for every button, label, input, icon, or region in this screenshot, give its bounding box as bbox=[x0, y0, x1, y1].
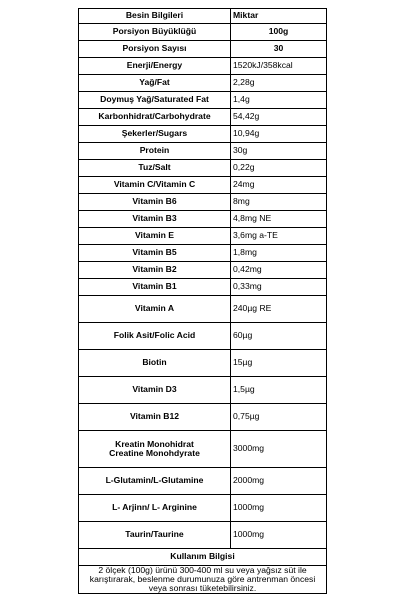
nutrient-value-cell: 1,4g bbox=[231, 92, 327, 109]
nutrient-name-cell bbox=[79, 377, 231, 404]
nutrient-name: Tuz/Salt bbox=[138, 162, 171, 173]
nutrient-value-cell: 0,33mg bbox=[231, 279, 327, 296]
nutrient-name: Karbonhidrat/Carbohydrate bbox=[98, 111, 211, 122]
table-row bbox=[79, 431, 327, 468]
nutrient-name: Vitamin B1 bbox=[132, 281, 177, 292]
nutrient-name-cell bbox=[79, 211, 231, 228]
usage-text: 2 ölçek (100g) ürünü 300-400 ml su veya yağsız süt ile karıştırarak, beslenme durumunuza göre antrenman öncesi veya sonrası tüketebilirsiniz. bbox=[79, 566, 327, 594]
nutrient-name: Folik Asit/Folic Acid bbox=[113, 330, 196, 341]
nutrient-name-cell bbox=[79, 177, 231, 194]
nutrient-value-cell: 2000mg bbox=[231, 468, 327, 495]
nutrient-name: Porsiyon Büyüklüğü bbox=[112, 26, 197, 37]
table-row bbox=[79, 211, 327, 228]
table-row bbox=[79, 177, 327, 194]
nutrient-name-cell bbox=[79, 262, 231, 279]
nutrition-table bbox=[78, 8, 327, 594]
nutrient-name: Porsiyon Sayısı bbox=[122, 43, 187, 54]
usage-title-row bbox=[79, 549, 327, 566]
header-value-cell: Miktar bbox=[231, 9, 327, 24]
nutrient-name-cell bbox=[79, 245, 231, 262]
table-row bbox=[79, 296, 327, 323]
nutrient-value-cell: 2,28g bbox=[231, 75, 327, 92]
nutrient-name: Vitamin B3 bbox=[132, 213, 177, 224]
nutrient-value-cell: 54,42g bbox=[231, 109, 327, 126]
nutrient-name: Vitamin B12 bbox=[129, 411, 180, 422]
nutrient-value-cell: 1520kJ/358kcal bbox=[231, 58, 327, 75]
nutrient-name-cell bbox=[79, 431, 231, 468]
nutrient-name: Protein bbox=[139, 145, 170, 156]
nutrient-value-cell: 1,8mg bbox=[231, 245, 327, 262]
nutrient-name: Vitamin B6 bbox=[132, 196, 177, 207]
nutrient-name: Vitamin C/Vitamin C bbox=[113, 179, 196, 190]
table-row bbox=[79, 109, 327, 126]
nutrient-value-cell: 100g bbox=[231, 24, 327, 41]
nutrient-value-cell: 24mg bbox=[231, 177, 327, 194]
nutrient-name-cell bbox=[79, 160, 231, 177]
nutrient-value-cell: 8mg bbox=[231, 194, 327, 211]
table-row bbox=[79, 126, 327, 143]
usage-text-row bbox=[79, 566, 327, 594]
nutrient-value-cell: 15µg bbox=[231, 350, 327, 377]
table-row bbox=[79, 41, 327, 58]
table-row bbox=[79, 58, 327, 75]
nutrient-value-cell: 0,42mg bbox=[231, 262, 327, 279]
header-name-cell: Besin Bilgileri bbox=[79, 9, 231, 24]
nutrient-name-cell bbox=[79, 109, 231, 126]
nutrient-value-cell: 0,75µg bbox=[231, 404, 327, 431]
nutrient-name-cell bbox=[79, 75, 231, 92]
nutrient-name-cell bbox=[79, 194, 231, 211]
table-header-row bbox=[79, 9, 327, 24]
table-row bbox=[79, 143, 327, 160]
table-row bbox=[79, 245, 327, 262]
nutrient-value-cell: 1,5µg bbox=[231, 377, 327, 404]
nutrient-name: Taurin/Taurine bbox=[125, 529, 184, 540]
nutrient-value-cell: 30 bbox=[231, 41, 327, 58]
table-row bbox=[79, 228, 327, 245]
nutrient-value-cell: 240µg RE bbox=[231, 296, 327, 323]
nutrient-name-cell bbox=[79, 468, 231, 495]
nutrient-name-cell bbox=[79, 92, 231, 109]
nutrient-name-cell bbox=[79, 143, 231, 160]
nutrient-name: Doymuş Yağ/Saturated Fat bbox=[100, 94, 209, 105]
table-row bbox=[79, 279, 327, 296]
nutrient-name: Vitamin B5 bbox=[132, 247, 177, 258]
nutrient-value-cell: 30g bbox=[231, 143, 327, 160]
nutrient-name-cell bbox=[79, 522, 231, 549]
table-row bbox=[79, 323, 327, 350]
nutrient-value-cell: 1000mg bbox=[231, 522, 327, 549]
nutrient-name: Vitamin B2 bbox=[132, 264, 177, 275]
nutrient-name: L- Arjinn/ L- Arginine bbox=[112, 502, 197, 513]
nutrient-name-cell bbox=[79, 404, 231, 431]
nutrient-name-cell bbox=[79, 58, 231, 75]
table-row bbox=[79, 468, 327, 495]
table-row bbox=[79, 92, 327, 109]
nutrient-name-cell bbox=[79, 350, 231, 377]
nutrient-name: Vitamin D3 bbox=[132, 384, 177, 395]
table-row bbox=[79, 495, 327, 522]
nutrient-value-cell: 1000mg bbox=[231, 495, 327, 522]
nutrient-name: Vitamin A bbox=[134, 303, 175, 314]
nutrient-value-cell: 4,8mg NE bbox=[231, 211, 327, 228]
table-row bbox=[79, 24, 327, 41]
nutrient-name-cell bbox=[79, 495, 231, 522]
nutrition-facts-sheet bbox=[78, 8, 322, 594]
table-row bbox=[79, 262, 327, 279]
nutrient-name-cell bbox=[79, 323, 231, 350]
nutrient-name: Yağ/Fat bbox=[139, 77, 170, 88]
table-row bbox=[79, 522, 327, 549]
table-row bbox=[79, 160, 327, 177]
nutrient-name-cell bbox=[79, 24, 231, 41]
nutrient-name: Enerji/Energy bbox=[126, 60, 183, 71]
nutrient-value-cell: 3000mg bbox=[231, 431, 327, 468]
nutrient-name: Biotin bbox=[142, 357, 167, 368]
nutrient-name: Vitamin E bbox=[134, 230, 174, 241]
nutrient-name: L-Glutamin/L-Glutamine bbox=[105, 475, 204, 486]
nutrient-value-cell: 10,94g bbox=[231, 126, 327, 143]
table-row bbox=[79, 194, 327, 211]
nutrient-value-cell: 60µg bbox=[231, 323, 327, 350]
table-row bbox=[79, 350, 327, 377]
table-row bbox=[79, 75, 327, 92]
table-row bbox=[79, 377, 327, 404]
nutrient-value-cell: 0,22g bbox=[231, 160, 327, 177]
usage-title: Kullanım Bilgisi bbox=[79, 549, 327, 566]
nutrient-name: Kreatin Monohidrat bbox=[115, 438, 194, 449]
nutrient-value-cell: 3,6mg a-TE bbox=[231, 228, 327, 245]
nutrient-name-line-2: Creatine Monohdyrate bbox=[109, 448, 200, 458]
table-row bbox=[79, 404, 327, 431]
nutrient-name-cell bbox=[79, 228, 231, 245]
nutrient-name-cell bbox=[79, 126, 231, 143]
nutrient-name: Şekerler/Sugars bbox=[121, 128, 188, 139]
nutrient-name-cell bbox=[79, 279, 231, 296]
nutrient-name-cell bbox=[79, 296, 231, 323]
nutrient-name-cell bbox=[79, 41, 231, 58]
